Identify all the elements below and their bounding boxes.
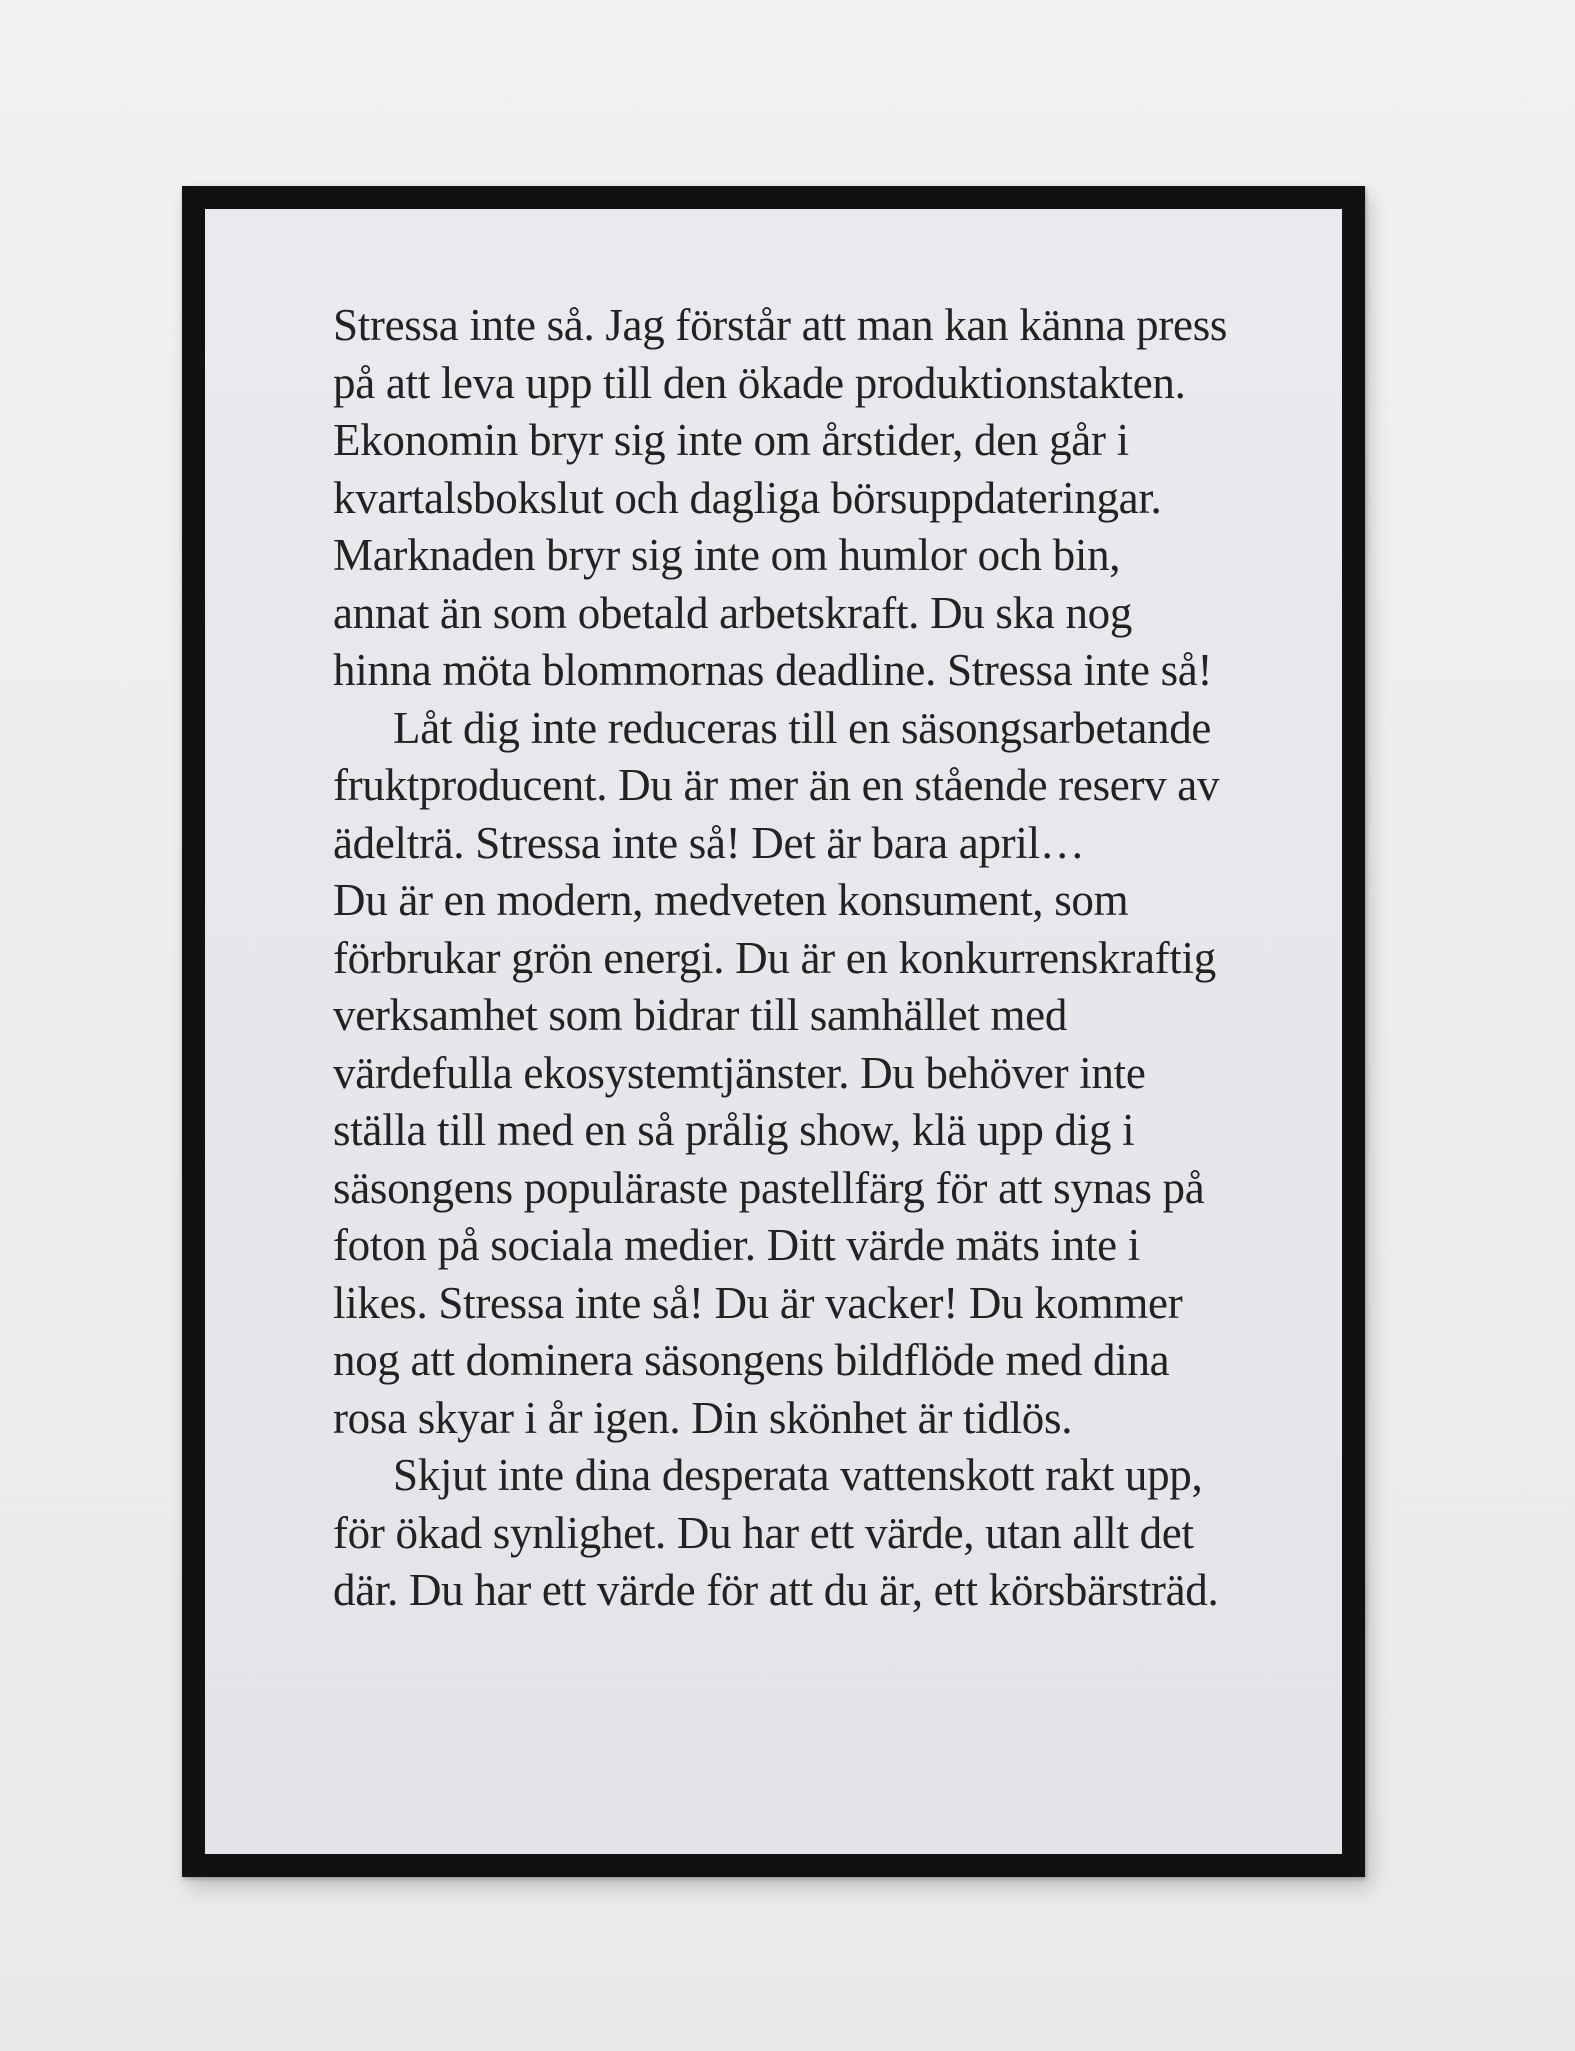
text-line: säsongens populäraste pastellfärg för att synas på	[333, 1162, 1205, 1213]
text-line: Marknaden bryr sig inte om humlor och bin,	[333, 530, 1121, 580]
picture-frame	[182, 186, 1365, 1877]
text-line: verksamhet som bidrar till samhället med	[333, 990, 1068, 1040]
text-line: annat än som obetald arbetskraft. Du ska nog	[333, 587, 1133, 638]
text-line: på att leva upp till den ökade produktionstakten.	[333, 357, 1186, 408]
text-line: fruktproducent. Du är mer än en stående reserv av	[333, 760, 1220, 810]
text-line: för ökad synlighet. Du har ett värde, utan allt det	[333, 1507, 1194, 1558]
poster-text-block	[333, 297, 1323, 1620]
text-line: hinna möta blommornas deadline. Stressa inte så!	[333, 645, 1213, 695]
text-line: Ekonomin bryr sig inte om årstider, den går i	[333, 415, 1129, 465]
text-line: Stressa inte så. Jag förstår att man kan känna press	[333, 300, 1228, 350]
text-line: likes. Stressa inte så! Du är vacker! Du kommer	[333, 1277, 1183, 1328]
text-line: ställa till med en så prålig show, klä upp dig i	[333, 1105, 1135, 1155]
text-line: nog att dominera säsongens bildflöde med dina	[333, 1335, 1170, 1385]
text-line: Du är en modern, medveten konsument, som	[333, 875, 1129, 925]
text-line: foton på sociala medier. Ditt värde mäts inte i	[333, 1220, 1140, 1270]
text-line-indented: Skjut inte dina desperata vattenskott rakt upp,	[393, 1450, 1203, 1500]
text-line: ädelträ. Stressa inte så! Det är bara april…	[333, 817, 1085, 868]
text-line: förbrukar grön energi. Du är en konkurrenskraftig	[333, 932, 1216, 983]
text-line: där. Du har ett värde för att du är, ett körsbärsträd.	[333, 1565, 1219, 1615]
text-line: kvartalsbokslut och dagliga börsuppdateringar.	[333, 472, 1162, 523]
text-line: värdefulla ekosystemtjänster. Du behöver inte	[333, 1047, 1146, 1098]
poster-paper	[205, 209, 1342, 1854]
text-line-indented: Låt dig inte reduceras till en säsongsarbetande	[393, 702, 1212, 753]
text-line: rosa skyar i år igen. Din skönhet är tidlös.	[333, 1392, 1073, 1443]
